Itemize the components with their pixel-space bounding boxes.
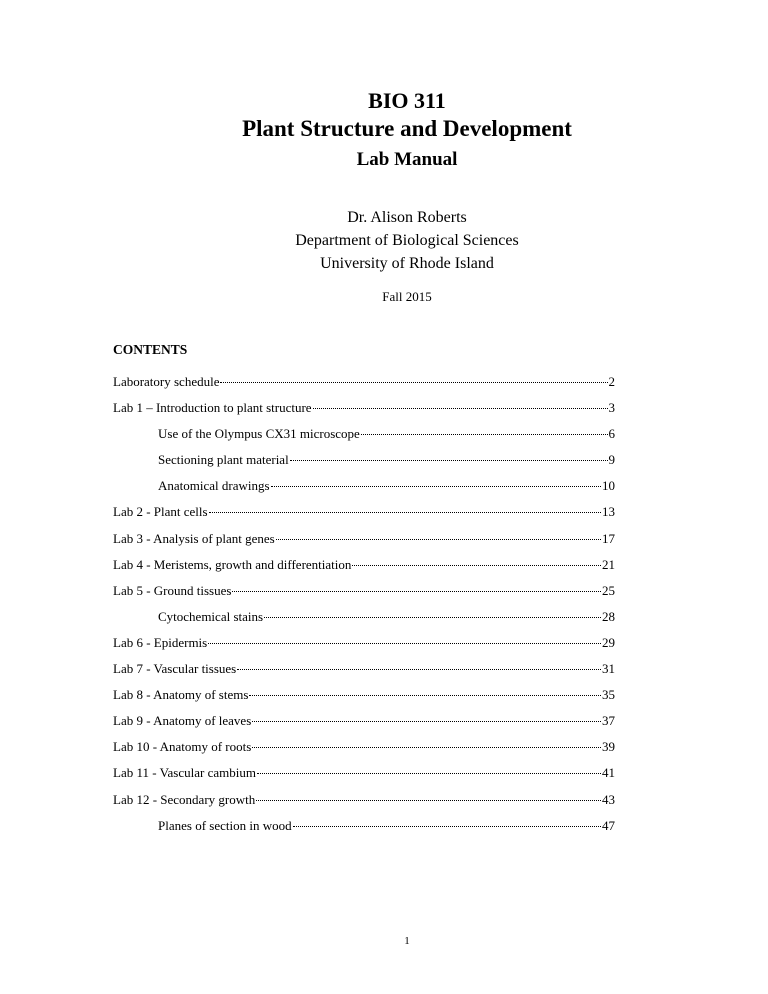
toc-dot-leader xyxy=(256,800,601,801)
contents-heading: CONTENTS xyxy=(113,342,188,357)
toc-entry xyxy=(113,557,615,583)
toc-entry xyxy=(113,609,615,635)
toc-entry xyxy=(113,426,615,452)
toc-dot-leader xyxy=(237,669,601,670)
toc-dot-leader xyxy=(352,565,601,566)
toc-entry-label: Lab 4 - Meristems, growth and differentiation xyxy=(113,556,352,572)
course-title: Plant Structure and Development xyxy=(242,116,572,141)
toc-dot-leader xyxy=(276,539,601,540)
toc-entry-label: Lab 6 - Epidermis xyxy=(113,634,208,650)
term-label: Fall 2015 xyxy=(382,289,432,304)
author-name: Dr. Alison Roberts xyxy=(347,209,467,226)
toc-dot-leader xyxy=(209,512,601,513)
toc-entry-label: Lab 9 - Anatomy of leaves xyxy=(113,713,252,729)
toc-entry-page: 13 xyxy=(602,504,615,520)
toc-dot-leader xyxy=(361,434,608,435)
toc-entry xyxy=(113,583,615,609)
toc-entry xyxy=(113,452,615,478)
toc-entry xyxy=(113,478,615,504)
toc-entry-page: 6 xyxy=(608,426,615,442)
manual-subtitle: Lab Manual xyxy=(356,149,458,170)
toc-entry xyxy=(113,792,615,818)
toc-entry-label: Laboratory schedule xyxy=(113,374,220,389)
toc-entry xyxy=(113,739,615,765)
toc-dot-leader xyxy=(293,826,601,827)
toc-dot-leader xyxy=(249,695,601,696)
table-of-contents xyxy=(113,374,615,844)
toc-entry-page: 47 xyxy=(602,817,615,833)
toc-entry xyxy=(113,818,615,844)
toc-entry-page: 28 xyxy=(602,608,615,624)
toc-entry-label: Lab 10 - Anatomy of roots xyxy=(113,739,252,755)
toc-dot-leader xyxy=(220,382,607,383)
toc-entry-page: 39 xyxy=(602,739,615,755)
toc-entry xyxy=(113,374,615,400)
page-number: 1 xyxy=(404,935,410,947)
toc-entry xyxy=(113,531,615,557)
toc-entry-page: 41 xyxy=(602,765,615,781)
toc-entry-page: 31 xyxy=(602,661,615,677)
toc-entry-label: Lab 2 - Plant cells xyxy=(113,504,208,520)
toc-dot-leader xyxy=(271,486,601,487)
toc-entry-page: 2 xyxy=(608,374,615,389)
toc-entry-page: 9 xyxy=(608,452,615,468)
toc-entry-page: 17 xyxy=(602,530,615,546)
toc-entry-page: 3 xyxy=(608,400,615,416)
toc-entry-label: Lab 12 - Secondary growth xyxy=(113,791,256,807)
toc-entry-page: 10 xyxy=(602,478,615,494)
toc-dot-leader xyxy=(290,460,608,461)
university-name: University of Rhode Island xyxy=(320,255,494,272)
toc-entry xyxy=(113,687,615,713)
course-code: BIO 311 xyxy=(368,88,446,113)
toc-entry-page: 21 xyxy=(602,556,615,572)
toc-entry-label: Sectioning plant material xyxy=(158,452,289,468)
toc-entry-page: 37 xyxy=(602,713,615,729)
toc-dot-leader xyxy=(252,747,601,748)
toc-dot-leader xyxy=(264,617,601,618)
toc-entry-page: 25 xyxy=(602,582,615,598)
toc-entry-label: Lab 8 - Anatomy of stems xyxy=(113,687,249,703)
toc-entry-label: Lab 1 – Introduction to plant structure xyxy=(113,400,312,416)
toc-dot-leader xyxy=(232,591,601,592)
toc-entry xyxy=(113,635,615,661)
toc-entry-page: 35 xyxy=(602,687,615,703)
toc-entry xyxy=(113,400,615,426)
toc-entry-label: Lab 11 - Vascular cambium xyxy=(113,765,256,781)
toc-entry-label: Planes of section in wood xyxy=(158,817,292,833)
toc-entry-label: Lab 3 - Analysis of plant genes xyxy=(113,530,275,546)
toc-entry-label: Cytochemical stains xyxy=(158,608,264,624)
toc-dot-leader xyxy=(257,773,601,774)
toc-entry-page: 29 xyxy=(602,634,615,650)
toc-entry xyxy=(113,661,615,687)
toc-entry-page: 43 xyxy=(602,791,615,807)
toc-entry xyxy=(113,504,615,530)
department-name: Department of Biological Sciences xyxy=(295,232,519,249)
toc-dot-leader xyxy=(313,408,608,409)
toc-entry-label: Lab 7 - Vascular tissues xyxy=(113,661,237,677)
toc-entry-label: Anatomical drawings xyxy=(158,478,270,494)
toc-entry xyxy=(113,765,615,791)
toc-dot-leader xyxy=(208,643,601,644)
toc-entry-label: Lab 5 - Ground tissues xyxy=(113,582,232,598)
toc-entry-label: Use of the Olympus CX31 microscope xyxy=(158,426,360,442)
toc-entry xyxy=(113,713,615,739)
toc-dot-leader xyxy=(252,721,601,722)
